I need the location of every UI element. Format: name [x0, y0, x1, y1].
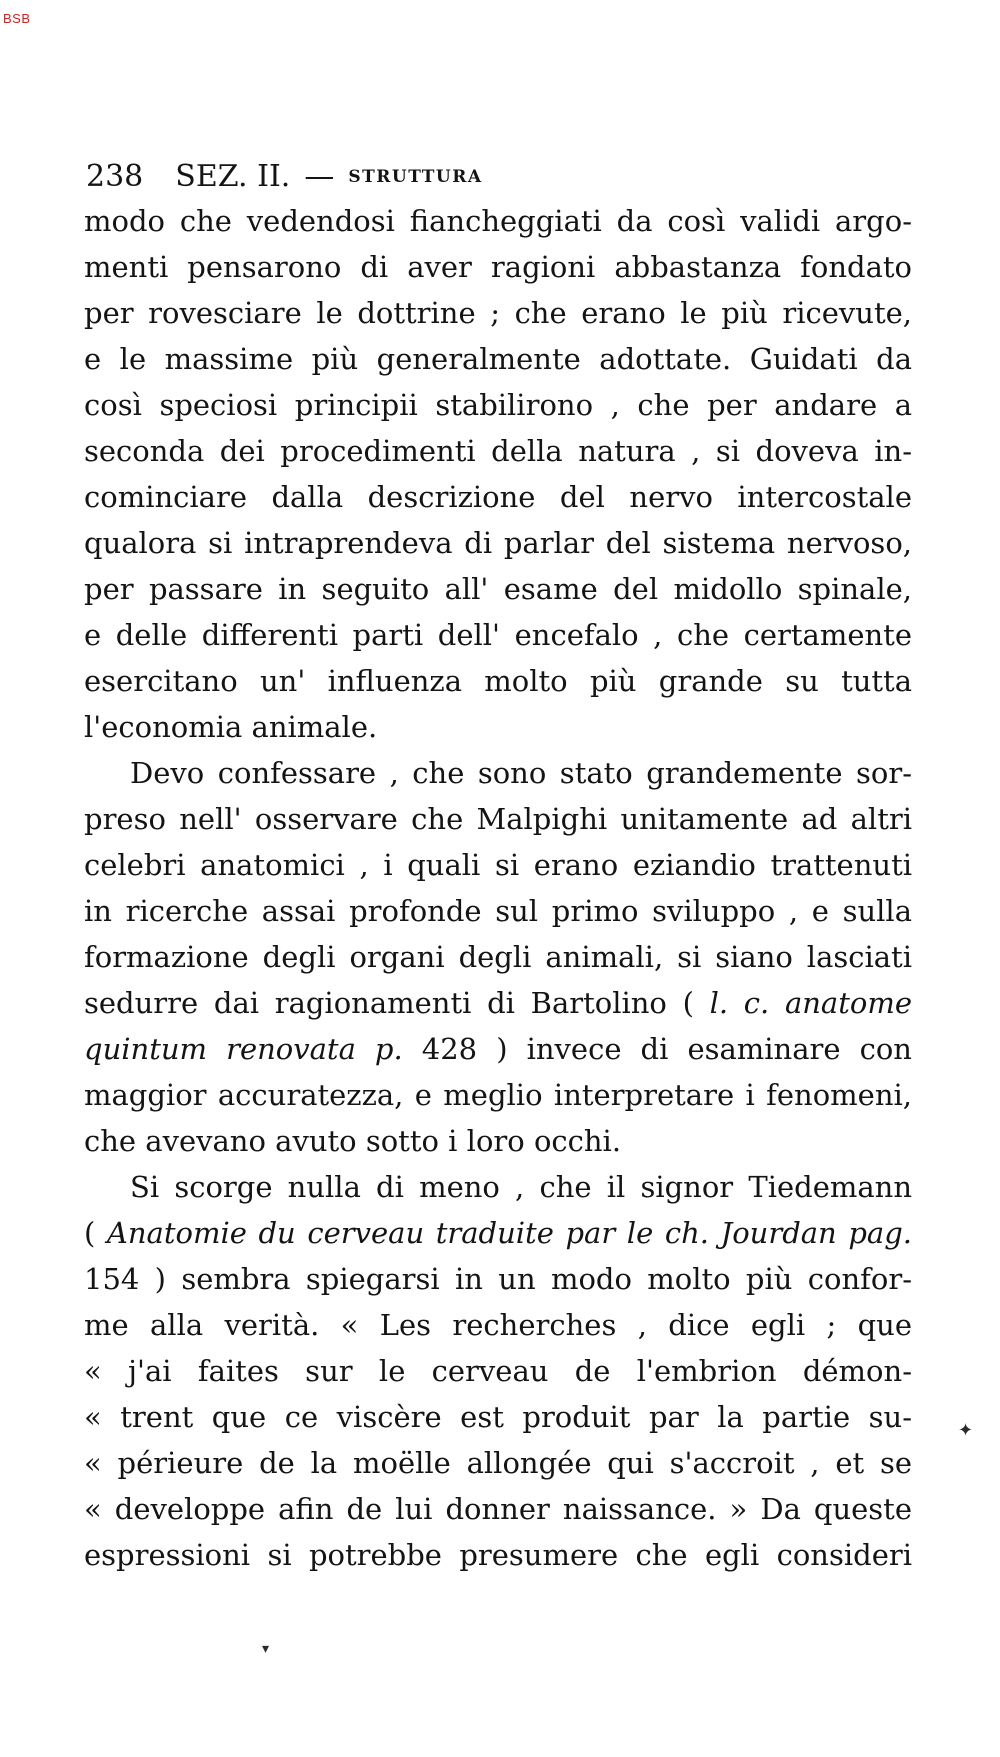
text-line: modo che vedendosi fiancheggiati da così validi argo- [84, 204, 912, 238]
print-speck: ✦ [958, 1420, 974, 1441]
paragraph-1 [84, 198, 912, 750]
paragraph-2 [84, 750, 912, 1164]
text-line: 154 ) sembra spiegarsi in un modo molto più confor- [84, 1262, 912, 1296]
running-title: STRUTTURA [348, 167, 483, 187]
text-line: me alla verità. « Les recherches , dice egli ; que [84, 1308, 912, 1342]
text-line: « périeure de la moëlle allongée qui s'accroit , et se [84, 1446, 912, 1480]
text-line [84, 980, 912, 1026]
text-line: menti pensarono di aver ragioni abbastanza fondato [84, 250, 912, 284]
header-dash: — [304, 159, 335, 194]
text-line [84, 1210, 912, 1256]
text-line: celebri anatomici , i quali si erano eziandio trattenuti [84, 848, 912, 882]
citation-opening: sedurre dai ragionamenti di Bartolino ( [84, 986, 710, 1020]
citation-reference: l. c. anatome [709, 986, 912, 1020]
text-line: « trent que ce viscère est produit par la partie su- [84, 1400, 912, 1434]
text-line: maggior accuratezza, e meglio interpretare i fenomeni, [84, 1078, 912, 1112]
library-watermark: BSB [3, 11, 31, 26]
body-text [84, 198, 912, 1578]
text-line: preso nell' osservare che Malpighi unitamente ad altri [84, 802, 912, 836]
text-line: esercitano un' influenza molto più grande su tutta [84, 664, 912, 698]
text-line: per passare in seguito all' esame del midollo spinale, [84, 572, 912, 606]
citation-opening: ( [84, 1216, 107, 1250]
citation-reference: quintum renovata p. [84, 1032, 403, 1066]
citation-closing: 428 ) invece di esaminare con [402, 1032, 912, 1066]
text-line: cominciare dalla descrizione del nervo intercostale [84, 480, 912, 514]
text-line: qualora si intraprendeva di parlar del sistema nervoso, [84, 526, 912, 560]
text-line: formazione degli organi degli animali, si siano lasciati [84, 940, 912, 974]
text-line: espressioni si potrebbe presumere che egli consideri [84, 1538, 912, 1572]
print-speck: ▾ [262, 1641, 270, 1657]
text-line: e delle differenti parti dell' encefalo , che certamente [84, 618, 912, 652]
text-line: l'economia animale. [84, 710, 378, 744]
paragraph-3 [84, 1164, 912, 1578]
citation-reference: Anatomie du cerveau traduite par le ch. Jourdan pag. [106, 1216, 912, 1250]
text-line [84, 1026, 912, 1072]
page-header [86, 160, 483, 194]
text-line: per rovesciare le dottrine ; che erano le più ricevute, [84, 296, 912, 330]
text-line: che avevano avuto sotto i loro occhi. [84, 1124, 622, 1158]
text-line: Si scorge nulla di meno , che il signor Tiedemann [130, 1170, 912, 1204]
text-line: « developpe afin de lui donner naissance. » Da queste [84, 1492, 912, 1526]
text-line: Devo confessare , che sono stato grandemente sor- [130, 756, 912, 790]
text-line: e le massime più generalmente adottate. Guidati da [84, 342, 912, 376]
section-label: SEZ. II. [175, 159, 291, 194]
text-line: seconda dei procedimenti della natura , si doveva in- [84, 434, 912, 468]
text-line: in ricerche assai profonde sul primo sviluppo , e sulla [84, 894, 912, 928]
text-line: così speciosi principii stabilirono , che per andare a [84, 388, 912, 422]
text-line: « j'ai faites sur le cerveau de l'embrion démon- [84, 1354, 912, 1388]
page-number: 238 [86, 159, 144, 194]
